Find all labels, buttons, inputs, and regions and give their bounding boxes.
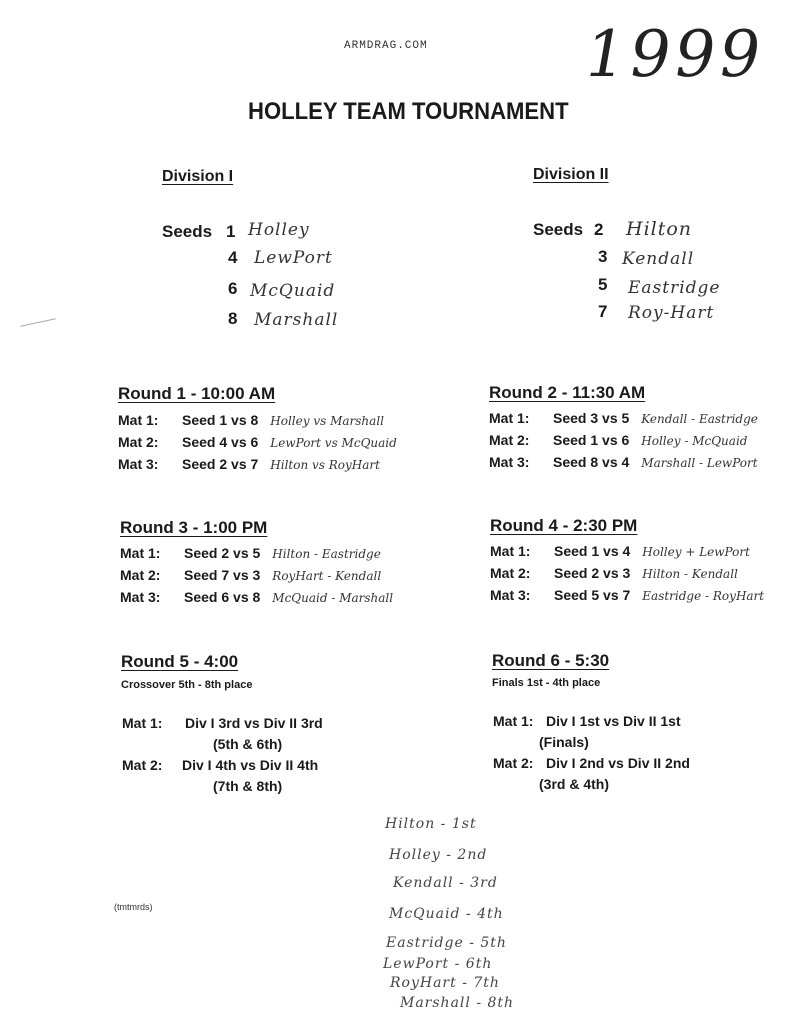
round-5-mat-2-note: (7th & 8th) bbox=[213, 778, 283, 794]
round-3-heading: Round 3 - 1:00 PM bbox=[120, 518, 268, 537]
round-4-heading: Round 4 - 2:30 PM bbox=[490, 516, 638, 535]
division-1-seed-num: 8 bbox=[228, 309, 238, 328]
matchup: Seed 1 vs 4 bbox=[554, 543, 631, 559]
mat-label: Mat 2: bbox=[118, 434, 159, 450]
division-2-seed-num: 2 bbox=[594, 220, 604, 239]
final-placing: Eastridge - 5th bbox=[386, 935, 507, 951]
division-1-seed-num: 1 bbox=[226, 222, 236, 241]
division-1-seed-team: LewPort bbox=[254, 248, 333, 268]
round-5-mat-1-label: Mat 1: bbox=[122, 715, 163, 731]
handwritten-result: Holley + LewPort bbox=[642, 545, 750, 559]
round-2-row bbox=[489, 432, 747, 448]
division-1-seed-num: 6 bbox=[228, 279, 238, 298]
round-2-heading: Round 2 - 11:30 AM bbox=[489, 383, 646, 402]
handwritten-result: McQuaid - Marshall bbox=[272, 591, 394, 605]
mat-label: Mat 2: bbox=[120, 567, 161, 583]
round-6-mat-2-label: Mat 2: bbox=[493, 755, 534, 771]
matchup: Seed 3 vs 5 bbox=[553, 410, 630, 426]
division-2-seed-num: 3 bbox=[598, 247, 608, 266]
division-2-seeds-label: Seeds bbox=[533, 220, 584, 239]
round-1-row bbox=[118, 412, 384, 428]
mat-label: Mat 3: bbox=[490, 587, 531, 603]
matchup: Seed 4 vs 6 bbox=[182, 434, 259, 450]
round-4-row bbox=[490, 587, 764, 603]
mat-label: Mat 1: bbox=[490, 543, 531, 559]
round-5-heading: Round 5 - 4:00 bbox=[121, 652, 239, 671]
mat-label: Mat 3: bbox=[489, 454, 530, 470]
round-6-heading: Round 6 - 5:30 bbox=[492, 651, 610, 670]
mat-label: Mat 3: bbox=[120, 589, 161, 605]
scan-mark bbox=[20, 318, 55, 326]
round-3-row bbox=[120, 567, 381, 583]
year-handwritten: 1999 bbox=[578, 18, 771, 92]
round-6-subtitle: Finals 1st - 4th place bbox=[492, 677, 601, 689]
matchup: Seed 8 vs 4 bbox=[553, 454, 630, 470]
matchup: Seed 2 vs 3 bbox=[554, 565, 631, 581]
matchup: Seed 7 vs 3 bbox=[184, 567, 261, 583]
round-1-row bbox=[118, 456, 380, 472]
division-1-seed-team: Marshall bbox=[254, 310, 339, 330]
round-6-mat-1-label: Mat 1: bbox=[493, 713, 534, 729]
handwritten-result: Hilton vs RoyHart bbox=[270, 458, 380, 472]
final-placing: LewPort - 6th bbox=[383, 956, 493, 972]
final-placing: Hilton - 1st bbox=[385, 816, 477, 832]
handwritten-result: LewPort vs McQuaid bbox=[270, 436, 397, 450]
round-4-row bbox=[490, 543, 750, 559]
matchup: Seed 2 vs 5 bbox=[184, 545, 261, 561]
round-5-mat-2-label: Mat 2: bbox=[122, 757, 163, 773]
division-2-heading: Division II bbox=[533, 166, 609, 183]
round-4-row bbox=[490, 565, 738, 581]
round-6-mat-2-note: (3rd & 4th) bbox=[539, 776, 609, 792]
round-3-row bbox=[120, 589, 393, 605]
handwritten-result: Holley - McQuaid bbox=[641, 434, 748, 448]
round-3-row bbox=[120, 545, 381, 561]
round-2-row bbox=[489, 454, 758, 470]
round-6-mat-1-match: Div I 1st vs Div II 1st bbox=[546, 713, 681, 729]
final-placing: McQuaid - 4th bbox=[389, 906, 504, 922]
round-2-row bbox=[489, 410, 758, 426]
round-5-mat-1-note: (5th & 6th) bbox=[213, 736, 283, 752]
round-5-mat-1-match: Div I 3rd vs Div II 3rd bbox=[185, 715, 323, 731]
handwritten-result: Hilton - Kendall bbox=[642, 567, 738, 581]
mat-label: Mat 3: bbox=[118, 456, 159, 472]
division-1-seed-team: Holley bbox=[248, 220, 310, 240]
mat-label: Mat 1: bbox=[118, 412, 159, 428]
mat-label: Mat 1: bbox=[489, 410, 530, 426]
mat-label: Mat 2: bbox=[489, 432, 530, 448]
division-1-seed-num: 4 bbox=[228, 248, 238, 267]
handwritten-result: RoyHart - Kendall bbox=[272, 569, 382, 583]
handwritten-result: Marshall - LewPort bbox=[641, 456, 758, 470]
handwritten-result: Holley vs Marshall bbox=[270, 414, 384, 428]
page-title: HOLLEY TEAM TOURNAMENT bbox=[248, 98, 569, 125]
division-2-seed-num: 5 bbox=[598, 275, 608, 294]
division-1-seeds-label: Seeds bbox=[162, 222, 213, 241]
mat-label: Mat 2: bbox=[490, 565, 531, 581]
site-name: ARMDRAG.COM bbox=[344, 40, 428, 52]
matchup: Seed 1 vs 6 bbox=[553, 432, 630, 448]
handwritten-result: Eastridge - RoyHart bbox=[642, 589, 765, 603]
round-6-mat-2-match: Div I 2nd vs Div II 2nd bbox=[546, 755, 690, 771]
mat-label: Mat 1: bbox=[120, 545, 161, 561]
handwritten-result: Kendall - Eastridge bbox=[641, 412, 758, 426]
round-5-mat-2-match: Div I 4th vs Div II 4th bbox=[182, 757, 319, 773]
matchup: Seed 5 vs 7 bbox=[554, 587, 631, 603]
division-1-heading: Division I bbox=[162, 168, 234, 185]
division-2-seed-team: Kendall bbox=[622, 249, 695, 269]
round-5-subtitle: Crossover 5th - 8th place bbox=[121, 679, 253, 691]
matchup: Seed 1 vs 8 bbox=[182, 412, 259, 428]
document-code: (tmtmrds) bbox=[114, 902, 153, 912]
matchup: Seed 6 vs 8 bbox=[184, 589, 261, 605]
final-placing: Kendall - 3rd bbox=[393, 875, 498, 891]
division-2-seed-team: Eastridge bbox=[628, 278, 721, 298]
division-1-seed-team: McQuaid bbox=[250, 281, 336, 301]
final-placing: Marshall - 8th bbox=[400, 995, 515, 1011]
round-1-row bbox=[118, 434, 397, 450]
division-2-seed-num: 7 bbox=[598, 302, 608, 321]
round-6-mat-1-note: (Finals) bbox=[539, 734, 589, 750]
final-placing: Holley - 2nd bbox=[389, 847, 488, 863]
division-2-seed-team: Hilton bbox=[626, 218, 693, 240]
handwritten-result: Hilton - Eastridge bbox=[272, 547, 381, 561]
division-2-seed-team: Roy-Hart bbox=[628, 303, 715, 323]
final-placing: RoyHart - 7th bbox=[390, 975, 500, 991]
matchup: Seed 2 vs 7 bbox=[182, 456, 259, 472]
round-1-heading: Round 1 - 10:00 AM bbox=[118, 384, 276, 403]
